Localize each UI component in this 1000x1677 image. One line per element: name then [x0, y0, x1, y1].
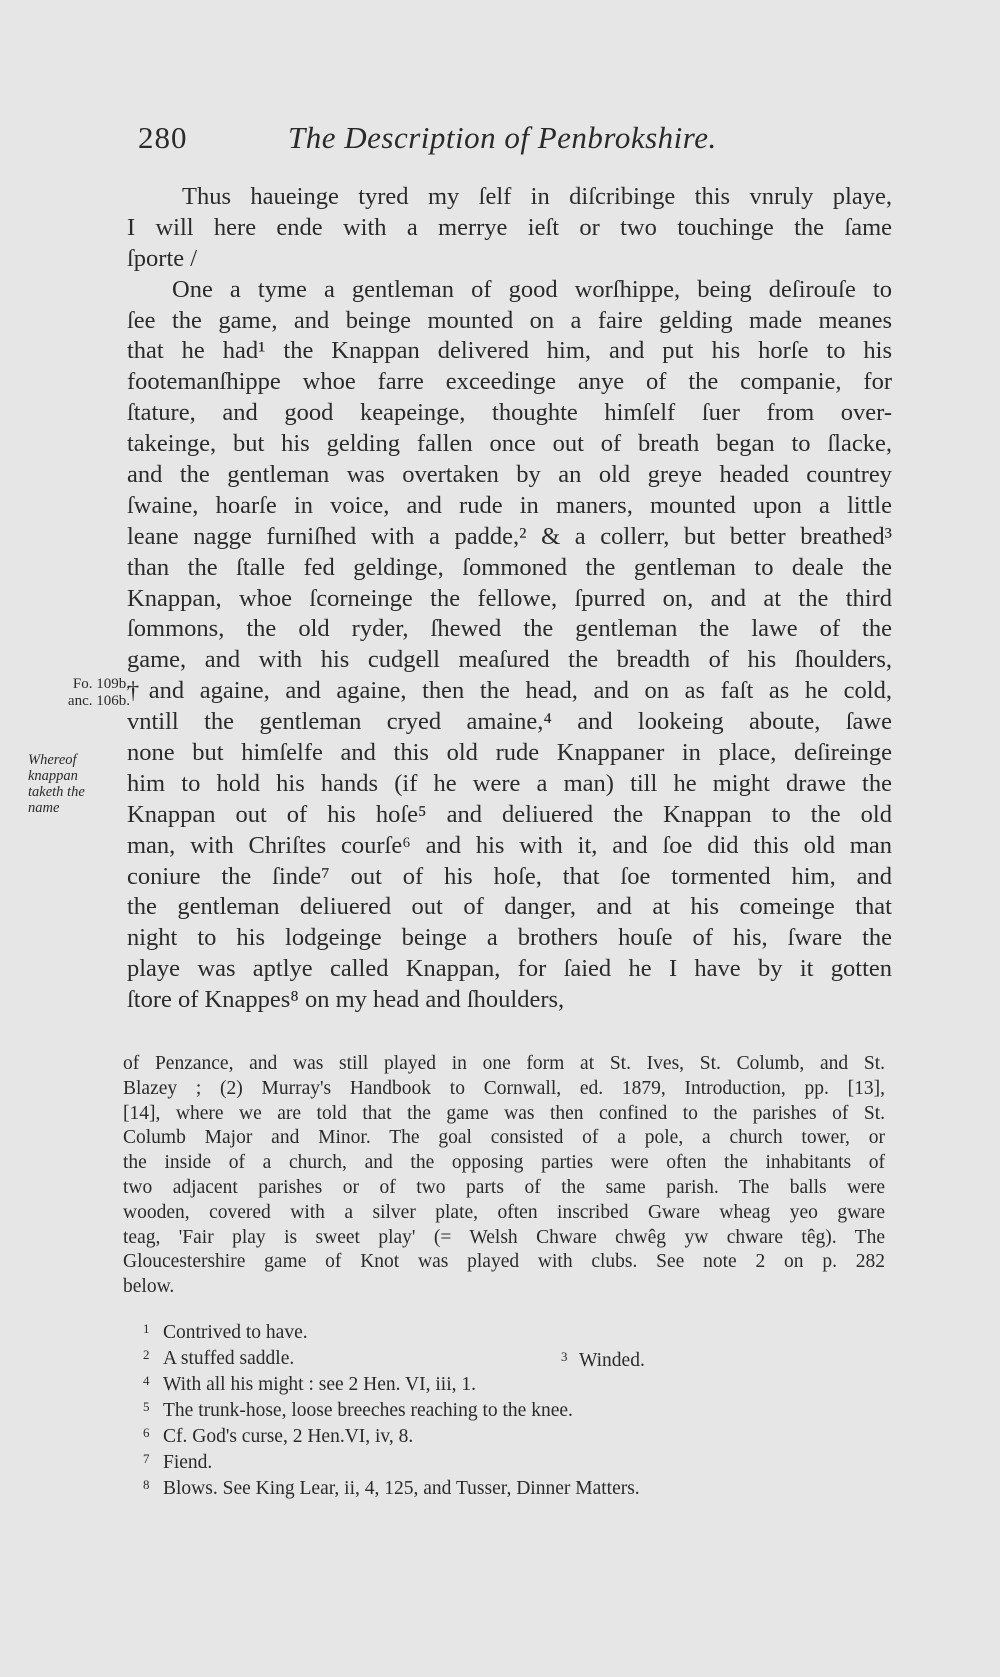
note-line: Columb Major and Minor. The goal consisted of a pole, a church tower, or — [123, 1127, 885, 1149]
folio-ref-line: anc. 106b. — [67, 693, 130, 709]
note-line: wooden, covered with a silver plate, often inscribed Gware wheag yeo gware — [123, 1201, 885, 1223]
footnote-mark: 4 — [143, 1373, 150, 1388]
note-line: of Penzance, and was still played in one form at St. Ives, St. Columb, and St. — [123, 1053, 885, 1074]
side-note — [28, 752, 118, 816]
body-line: Knappan, whoe ſcorneinge the fellowe, ſpurred on, and at the third — [127, 584, 892, 612]
body-line: none but himſelfe and this old rude Knappaner in place, deſireinge — [127, 739, 892, 767]
body-line: †and againe, and againe, then the head, and on as faſt as he cold, — [127, 677, 892, 705]
page-header — [138, 118, 898, 158]
footnote-mark: 2 — [143, 1347, 150, 1362]
body-line: man, with Chriſtes courſe⁶ and his with it, and ſoe did this old man — [127, 831, 892, 859]
footnote-mark: 6 — [143, 1425, 150, 1440]
note-line: [14], where we are told that the game was then confined to the parishes of St. — [123, 1102, 885, 1124]
body-line: leane nagge furniſhed with a padde,² & a collerr, but better breathed³ — [127, 522, 892, 550]
footnote-text: Winded. — [579, 1350, 645, 1371]
footnote-mark: 7 — [143, 1451, 150, 1466]
footnote — [561, 1344, 645, 1374]
footnote-text: Contrived to have. — [163, 1322, 308, 1343]
footnote — [143, 1472, 640, 1502]
side-note-line: name — [28, 800, 60, 816]
note-line: the inside of a church, and the opposing parties were often the inhabitants of — [123, 1152, 885, 1174]
body-line: Thus haueinge tyred my ſelf in diſcribinge this vnruly playe, — [182, 183, 892, 210]
page-number: 280 — [138, 120, 188, 155]
body-line: him to hold his hands (if he were a man) till he might drawe the — [127, 769, 892, 797]
body-line: night to his lodgeinge beinge a brothers houſe of his, ſware the — [127, 924, 892, 952]
footnote-text: Cf. God's curse, 2 Hen.VI, iv, 8. — [163, 1426, 414, 1447]
body-line: ſporte / — [127, 244, 198, 272]
body-line: ſee the game, and beinge mounted on a faire gelding made meanes — [127, 306, 892, 334]
footnote-mark: 5 — [143, 1399, 150, 1414]
body-line: takeinge, but his gelding fallen once out of breath began to ſlacke, — [127, 430, 892, 458]
body-line: and the gentleman was overtaken by an old greye headed countrey — [127, 461, 892, 489]
note-line: Blazey ; (2) Murray's Handbook to Cornwall, ed. 1879, Introduction, pp. [13], — [123, 1077, 885, 1099]
body-line: the gentleman deliuered out of danger, and at his comeinge that — [127, 893, 892, 921]
main-text — [127, 182, 892, 1016]
side-note-line: Whereof — [28, 752, 77, 768]
running-title: The Description of Penbrokshire. — [288, 120, 717, 155]
body-line: I will here ende with a merrye ieſt or two touchinge the ſame — [127, 213, 892, 241]
body-line: ſtore of Knappes⁸ on my head and ſhoulders, — [127, 986, 565, 1014]
body-line: playe was aptlye called Knappan, for ſaied he I have by it gotten — [127, 955, 892, 983]
body-line: ſommons, the old ryder, ſhewed the gentleman the lawe of the — [127, 615, 892, 643]
body-line: game, and with his cudgell meaſured the breadth of his ſhoulders, — [127, 646, 892, 674]
footnote-text: With all his might : see 2 Hen. VI, iii, 1. — [163, 1374, 476, 1395]
note-line: two adjacent parishes or of two parts of the same parish. The balls were — [123, 1176, 885, 1198]
footnote-mark: 3 — [561, 1349, 568, 1364]
body-line: coniure the ſinde⁷ out of his hoſe, that ſoe tormented him, and — [127, 862, 892, 890]
folio-ref-line: Fo. 109b, — [72, 676, 130, 692]
note-line: teag, 'Fair play is sweet play' (= Welsh Chware chwêg yw chware têg). The — [123, 1226, 885, 1248]
continued-note — [123, 1052, 885, 1300]
note-line: below. — [123, 1276, 175, 1298]
body-line: ſtature, and good keapeinge, thoughte himſelf ſuer from over- — [127, 399, 892, 427]
footnote-text: Blows. See King Lear, ii, 4, 125, and Tusser, Dinner Matters. — [163, 1478, 640, 1499]
body-line: Knappan out of his hoſe⁵ and deliuered the Knappan to the old — [127, 800, 892, 828]
body-line: One a tyme a gentleman of good worſhippe, being deſirouſe to — [172, 275, 892, 303]
note-line: Gloucestershire game of Knot was played with clubs. See note 2 on p. 282 — [123, 1251, 885, 1273]
body-line: ſwaine, hoarſe in voice, and rude in maners, mounted upon a little — [127, 491, 892, 519]
footnote-text: The trunk-hose, loose breeches reaching to the knee. — [163, 1400, 573, 1421]
footnote-text: A stuffed saddle. — [163, 1348, 295, 1369]
footnote-mark: 8 — [143, 1477, 150, 1492]
folio-reference — [30, 676, 130, 710]
side-note-line: taketh the — [28, 784, 85, 800]
body-line: that he had¹ the Knappan delivered him, and put his horſe to his — [127, 337, 892, 365]
footnote-text: Fiend. — [163, 1452, 213, 1473]
body-line: vntill the gentleman cryed amaine,⁴ and lookeing aboute, ſawe — [127, 708, 892, 736]
body-line: footemanſhippe whoe farre exceedinge anye of the companie, for — [127, 368, 892, 396]
side-note-line: knappan — [28, 768, 78, 784]
footnote-mark: 1 — [143, 1321, 150, 1336]
body-line: than the ſtalle fed geldinge, ſommoned the gentleman to deale the — [127, 553, 892, 581]
